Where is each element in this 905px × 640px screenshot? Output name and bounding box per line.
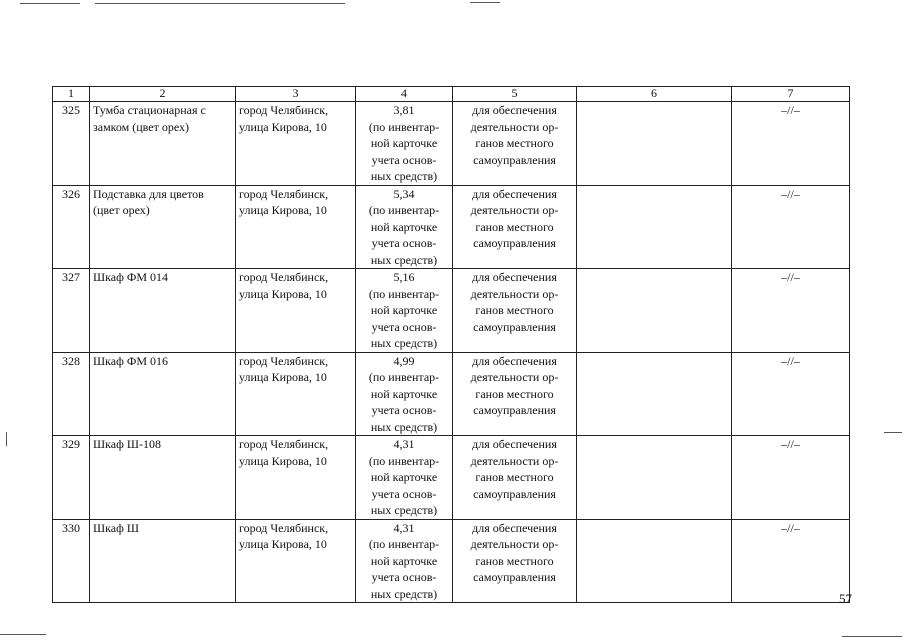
column-6-cell [577,436,732,520]
purpose-line: самоуправления [473,319,556,334]
purpose-line: ганов местного [475,303,554,317]
value-line: ных средств) [370,419,438,434]
item-name-line: Подставка для цветов [93,186,204,201]
value-cell [356,352,453,436]
value-line: учета основ- [371,236,437,250]
value-line: ных средств) [370,503,438,517]
value-line: ной карточке [370,553,438,568]
column-header: 2 [90,87,236,102]
table-row [53,436,850,520]
purpose-cell [453,102,577,186]
value-line: учета основ- [371,319,437,334]
value-cell [356,185,453,269]
purpose-line: деятельности ор- [470,370,559,384]
value-line: (по инвентар- [368,370,440,384]
address-line: улица Кирова, 10 [239,286,327,301]
purpose-line: ганов местного [475,470,554,484]
value-line: 4,99 [393,353,415,368]
value-line: (по инвентар- [368,286,440,301]
scan-line-top-3 [470,2,500,3]
column-7-cell: –//– [732,519,850,603]
purpose-line: ганов местного [475,386,554,401]
address-line: улица Кирова, 10 [239,119,327,134]
row-number-cell: 328 [53,352,90,436]
purpose-line: самоуправления [473,236,556,250]
table-row [53,269,850,353]
value-line: ной карточке [370,470,438,484]
purpose-line: самоуправления [473,486,556,501]
value-line: ных средств) [370,586,438,601]
row-number-cell: 329 [53,436,90,520]
column-7-cell: –//– [732,436,850,520]
column-7-cell: –//– [732,185,850,269]
item-name-line: Шкаф ФМ 016 [93,353,169,368]
value-line: 4,31 [393,520,415,535]
value-line: (по инвентар- [368,453,440,468]
item-name-line: Тумба стационарная с [93,103,206,117]
purpose-line: для обеспечения [472,520,557,535]
scan-line-left [6,432,7,446]
item-name-cell [90,269,236,353]
address-cell [236,519,356,603]
value-line: учета основ- [371,570,437,584]
value-cell [356,269,453,353]
purpose-line: ганов местного [475,553,554,568]
purpose-line: для обеспечения [472,437,557,451]
purpose-cell [453,352,577,436]
purpose-cell [453,519,577,603]
item-name-cell [90,519,236,603]
value-line: 4,31 [393,437,415,451]
row-number-cell: 330 [53,519,90,603]
purpose-line: деятельности ор- [470,286,559,301]
purpose-line: для обеспечения [472,103,557,117]
address-line: город Челябинск, [239,353,329,368]
item-name-line: Шкаф ФМ 014 [93,270,169,284]
item-name-line: замком (цвет орех) [93,119,189,134]
value-cell [356,519,453,603]
table-row [53,352,850,436]
value-line: 3,81 [393,103,415,117]
address-line: город Челябинск, [239,520,329,535]
column-header: 1 [53,87,90,102]
purpose-cell [453,185,577,269]
table-row [53,185,850,269]
column-6-cell [577,352,732,436]
purpose-line: деятельности ор- [470,453,559,468]
scan-line-bottom-right [842,636,902,637]
value-line: (по инвентар- [368,537,440,551]
item-name-cell [90,102,236,186]
value-line: ной карточке [370,136,438,150]
item-name-cell [90,436,236,520]
value-line: ных средств) [370,169,438,183]
scan-line-top-1 [20,3,80,4]
row-number-cell: 327 [53,269,90,353]
column-6-cell [577,519,732,603]
address-line: город Челябинск, [239,186,329,201]
address-line: улица Кирова, 10 [239,370,327,384]
address-cell [236,102,356,186]
address-line: город Челябинск, [239,437,329,451]
purpose-line: для обеспечения [472,353,557,368]
item-name-line: Шкаф Ш-108 [93,437,161,451]
purpose-line: ганов местного [475,136,554,150]
column-6-cell [577,185,732,269]
value-line: учета основ- [371,152,437,167]
row-number-cell: 326 [53,185,90,269]
value-line: ной карточке [370,303,438,317]
purpose-line: для обеспечения [472,186,557,201]
purpose-line: самоуправления [473,570,556,584]
property-register-table [52,86,850,603]
scan-line-bottom-left [0,634,46,635]
value-line: учета основ- [371,486,437,501]
address-cell [236,269,356,353]
page-number: 57 [839,591,852,606]
address-cell [236,436,356,520]
purpose-line: деятельности ор- [470,203,559,217]
value-line: ных средств) [370,252,438,267]
address-cell [236,352,356,436]
header-row [53,87,850,102]
value-line: 5,16 [393,270,415,284]
address-cell [236,185,356,269]
address-line: город Челябинск, [239,103,329,117]
column-7-cell: –//– [732,269,850,353]
purpose-cell [453,436,577,520]
purpose-line: деятельности ор- [470,537,559,551]
column-header: 7 [732,87,850,102]
address-line: улица Кирова, 10 [239,203,327,217]
purpose-line: самоуправления [473,152,556,167]
purpose-line: ганов местного [475,219,554,234]
column-header: 3 [236,87,356,102]
item-name-line: Шкаф Ш [93,520,139,535]
item-name-cell [90,352,236,436]
address-line: улица Кирова, 10 [239,453,327,468]
column-6-cell [577,269,732,353]
item-name-cell [90,185,236,269]
purpose-cell [453,269,577,353]
column-7-cell: –//– [732,352,850,436]
value-line: ной карточке [370,219,438,234]
value-line: (по инвентар- [368,203,440,217]
value-line: 5,34 [393,186,415,201]
column-header: 6 [577,87,732,102]
column-7-cell: –//– [732,102,850,186]
value-line: (по инвентар- [368,119,440,134]
column-header: 5 [453,87,577,102]
value-cell [356,102,453,186]
scan-line-right [884,432,902,433]
value-cell [356,436,453,520]
address-line: улица Кирова, 10 [239,537,327,551]
purpose-line: самоуправления [473,403,556,417]
address-line: город Челябинск, [239,270,329,284]
value-line: ных средств) [370,336,438,350]
item-name-line: (цвет орех) [93,203,150,217]
table-row [53,102,850,186]
table-row [53,519,850,603]
purpose-line: деятельности ор- [470,119,559,134]
value-line: учета основ- [371,403,437,417]
column-6-cell [577,102,732,186]
purpose-line: для обеспечения [472,270,557,284]
column-header: 4 [356,87,453,102]
row-number-cell: 325 [53,102,90,186]
value-line: ной карточке [370,386,438,401]
scan-line-top-2 [95,3,345,4]
